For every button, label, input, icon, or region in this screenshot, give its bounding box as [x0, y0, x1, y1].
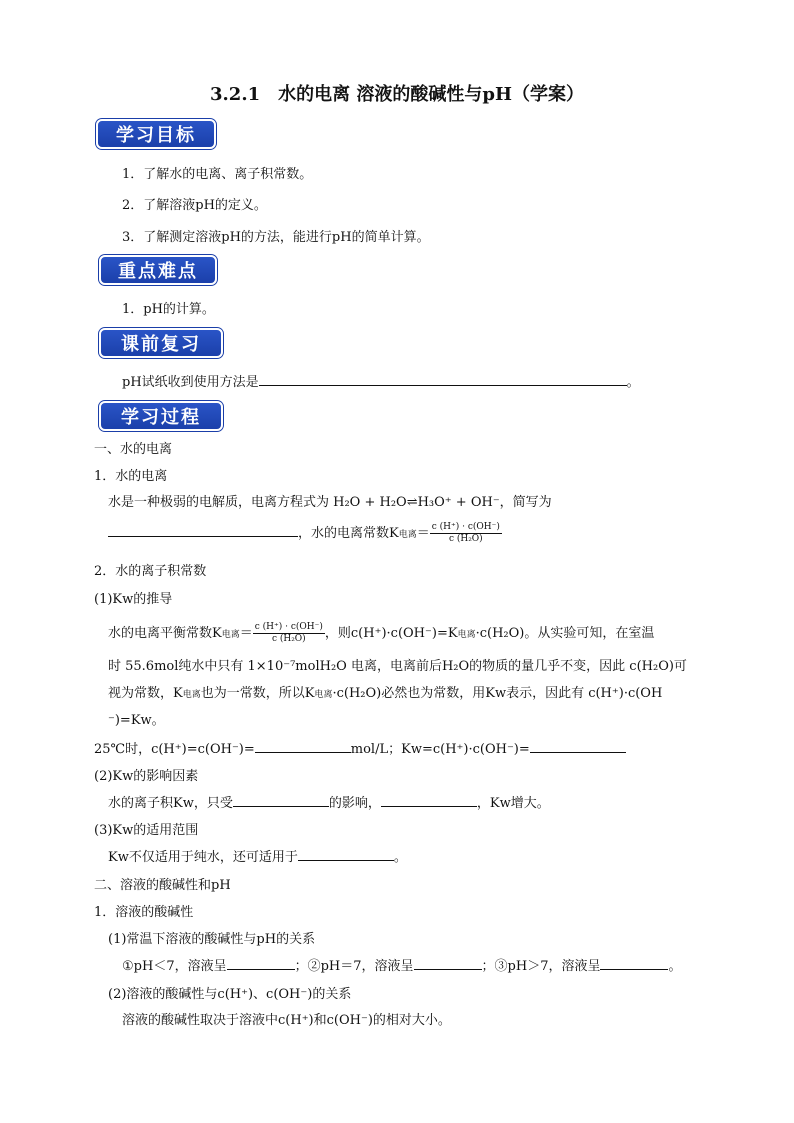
text: ，则c(H⁺)·c(OH⁻)=K — [324, 626, 458, 641]
objective-item: 2．了解溶液pH的定义。 — [122, 198, 267, 213]
paragraph-line: ，水的电离常数K电离＝ $\frac{c (H^+) \cdot c(OH^-)}{\text{c (H₂O)}}$ — [108, 522, 502, 545]
fraction-numerator: c (H⁺) · c(OH⁻) — [431, 522, 500, 532]
text: 25℃时，c(H⁺)=c(OH⁻)= — [94, 742, 255, 757]
paragraph-line — [122, 955, 681, 974]
section-heading: 二、溶液的酸碱性和pH — [94, 878, 231, 893]
answer-blank[interactable] — [108, 524, 298, 537]
badge-learning-objectives: 学习目标 — [96, 119, 216, 149]
subscript: 电离 — [398, 530, 417, 540]
answer-blank[interactable] — [381, 794, 477, 807]
paragraph-line — [108, 792, 550, 811]
subsection-item: (2)Kw的影响因素 — [94, 769, 199, 784]
text: ；②pH＝7，溶液呈 — [294, 959, 414, 974]
text: 。 — [393, 850, 407, 865]
page-title: 3.2.1 水的电离 溶液的酸碱性与pH（学案） — [210, 84, 584, 105]
badge-key-points: 重点难点 — [99, 255, 217, 285]
review-prefix: pH试纸收到使用方法是 — [122, 375, 259, 390]
paragraph-line: 水是一种极弱的电解质，电离方程式为 H₂O + H₂O⇌H₃O⁺ + OH⁻，简写为 — [108, 495, 552, 510]
subsection-heading: 2．水的离子积常数 — [94, 564, 207, 579]
subscript: 电离 — [457, 630, 476, 640]
text: 水的电离平衡常数K — [108, 626, 222, 641]
section-heading: 一、水的电离 — [94, 442, 173, 457]
answer-blank[interactable] — [298, 848, 394, 861]
review-suffix: 。 — [626, 375, 640, 390]
objective-item: 3．了解测定溶液pH的方法，能进行pH的简单计算。 — [122, 230, 430, 245]
objective-item: 1．了解水的电离、离子积常数。 — [122, 167, 313, 182]
fraction-denominator: c (H₂O) — [271, 634, 306, 644]
paragraph-line: ⁻)=Kw。 — [108, 713, 165, 728]
fraction — [430, 522, 502, 545]
fraction — [253, 622, 325, 645]
paragraph-line — [94, 738, 626, 757]
subscript: 电离 — [182, 690, 201, 700]
subsection-heading: 1．溶液的酸碱性 — [94, 905, 194, 920]
fraction-numerator: c (H⁺) · c(OH⁻) — [254, 622, 323, 632]
text: 视为常数，K — [108, 686, 183, 701]
subsection-item: (2)溶液的酸碱性与c(H⁺)、c(OH⁻)的关系 — [108, 987, 352, 1002]
fraction-denominator: c (H₂O) — [448, 534, 483, 544]
text: 的影响， — [328, 796, 381, 811]
text: ·c(H₂O)必然也为常数，用Kw表示，因此有 c(H⁺)·c(OH — [332, 686, 663, 701]
answer-blank[interactable] — [530, 740, 626, 753]
subsection-item: (3)Kw的适用范围 — [94, 823, 199, 838]
subsection-item: (1)Kw的推导 — [94, 592, 173, 607]
key-point-item: 1．pH的计算。 — [122, 302, 215, 317]
answer-blank[interactable] — [259, 373, 627, 386]
answer-blank[interactable] — [255, 740, 351, 753]
subsection-heading: 1．水的电离 — [94, 469, 168, 484]
subscript: 电离 — [314, 690, 333, 700]
subsection-item: (1)常温下溶液的酸碱性与pH的关系 — [108, 932, 316, 947]
answer-blank[interactable] — [233, 794, 329, 807]
subscript: 电离 — [221, 630, 240, 640]
paragraph-line: 溶液的酸碱性取决于溶液中c(H⁺)和c(OH⁻)的相对大小。 — [122, 1013, 451, 1028]
review-line — [122, 371, 640, 390]
answer-blank[interactable] — [227, 957, 295, 970]
answer-blank[interactable] — [600, 957, 668, 970]
badge-learning-process: 学习过程 — [99, 401, 223, 431]
text: ·c(H₂O)。从实验可知，在室温 — [475, 626, 655, 641]
paragraph-line — [108, 682, 662, 701]
text: 。 — [668, 959, 682, 974]
badge-review: 课前复习 — [99, 328, 223, 358]
text: ，水的电离常数K — [298, 526, 399, 541]
paragraph-line — [108, 846, 407, 865]
paragraph-line: 时 55.6mol纯水中只有 1×10⁻⁷molH₂O 电离，电离前后H₂O的物质的量几乎不变，因此 c(H₂O)可 — [108, 659, 687, 674]
text: 水的离子积Kw，只受 — [108, 796, 233, 811]
text: ①pH＜7，溶液呈 — [122, 959, 227, 974]
paragraph-line: 水的电离平衡常数K电离＝ $\frac{c (H^+) \cdot c(OH^-)}{\text{c (H₂O)}}$ ，则c(H⁺)·c(OH⁻)=K电离·c(H₂O)。从实验可知，在室温 — [108, 622, 655, 644]
text: ；③pH＞7，溶液呈 — [481, 959, 601, 974]
text: mol/L；Kw=c(H⁺)·c(OH⁻)= — [350, 742, 530, 757]
text: 也为一常数，所以K — [200, 686, 315, 701]
text: Kw不仅适用于纯水，还可适用于 — [108, 850, 298, 865]
answer-blank[interactable] — [414, 957, 482, 970]
text: ，Kw增大。 — [476, 796, 550, 811]
